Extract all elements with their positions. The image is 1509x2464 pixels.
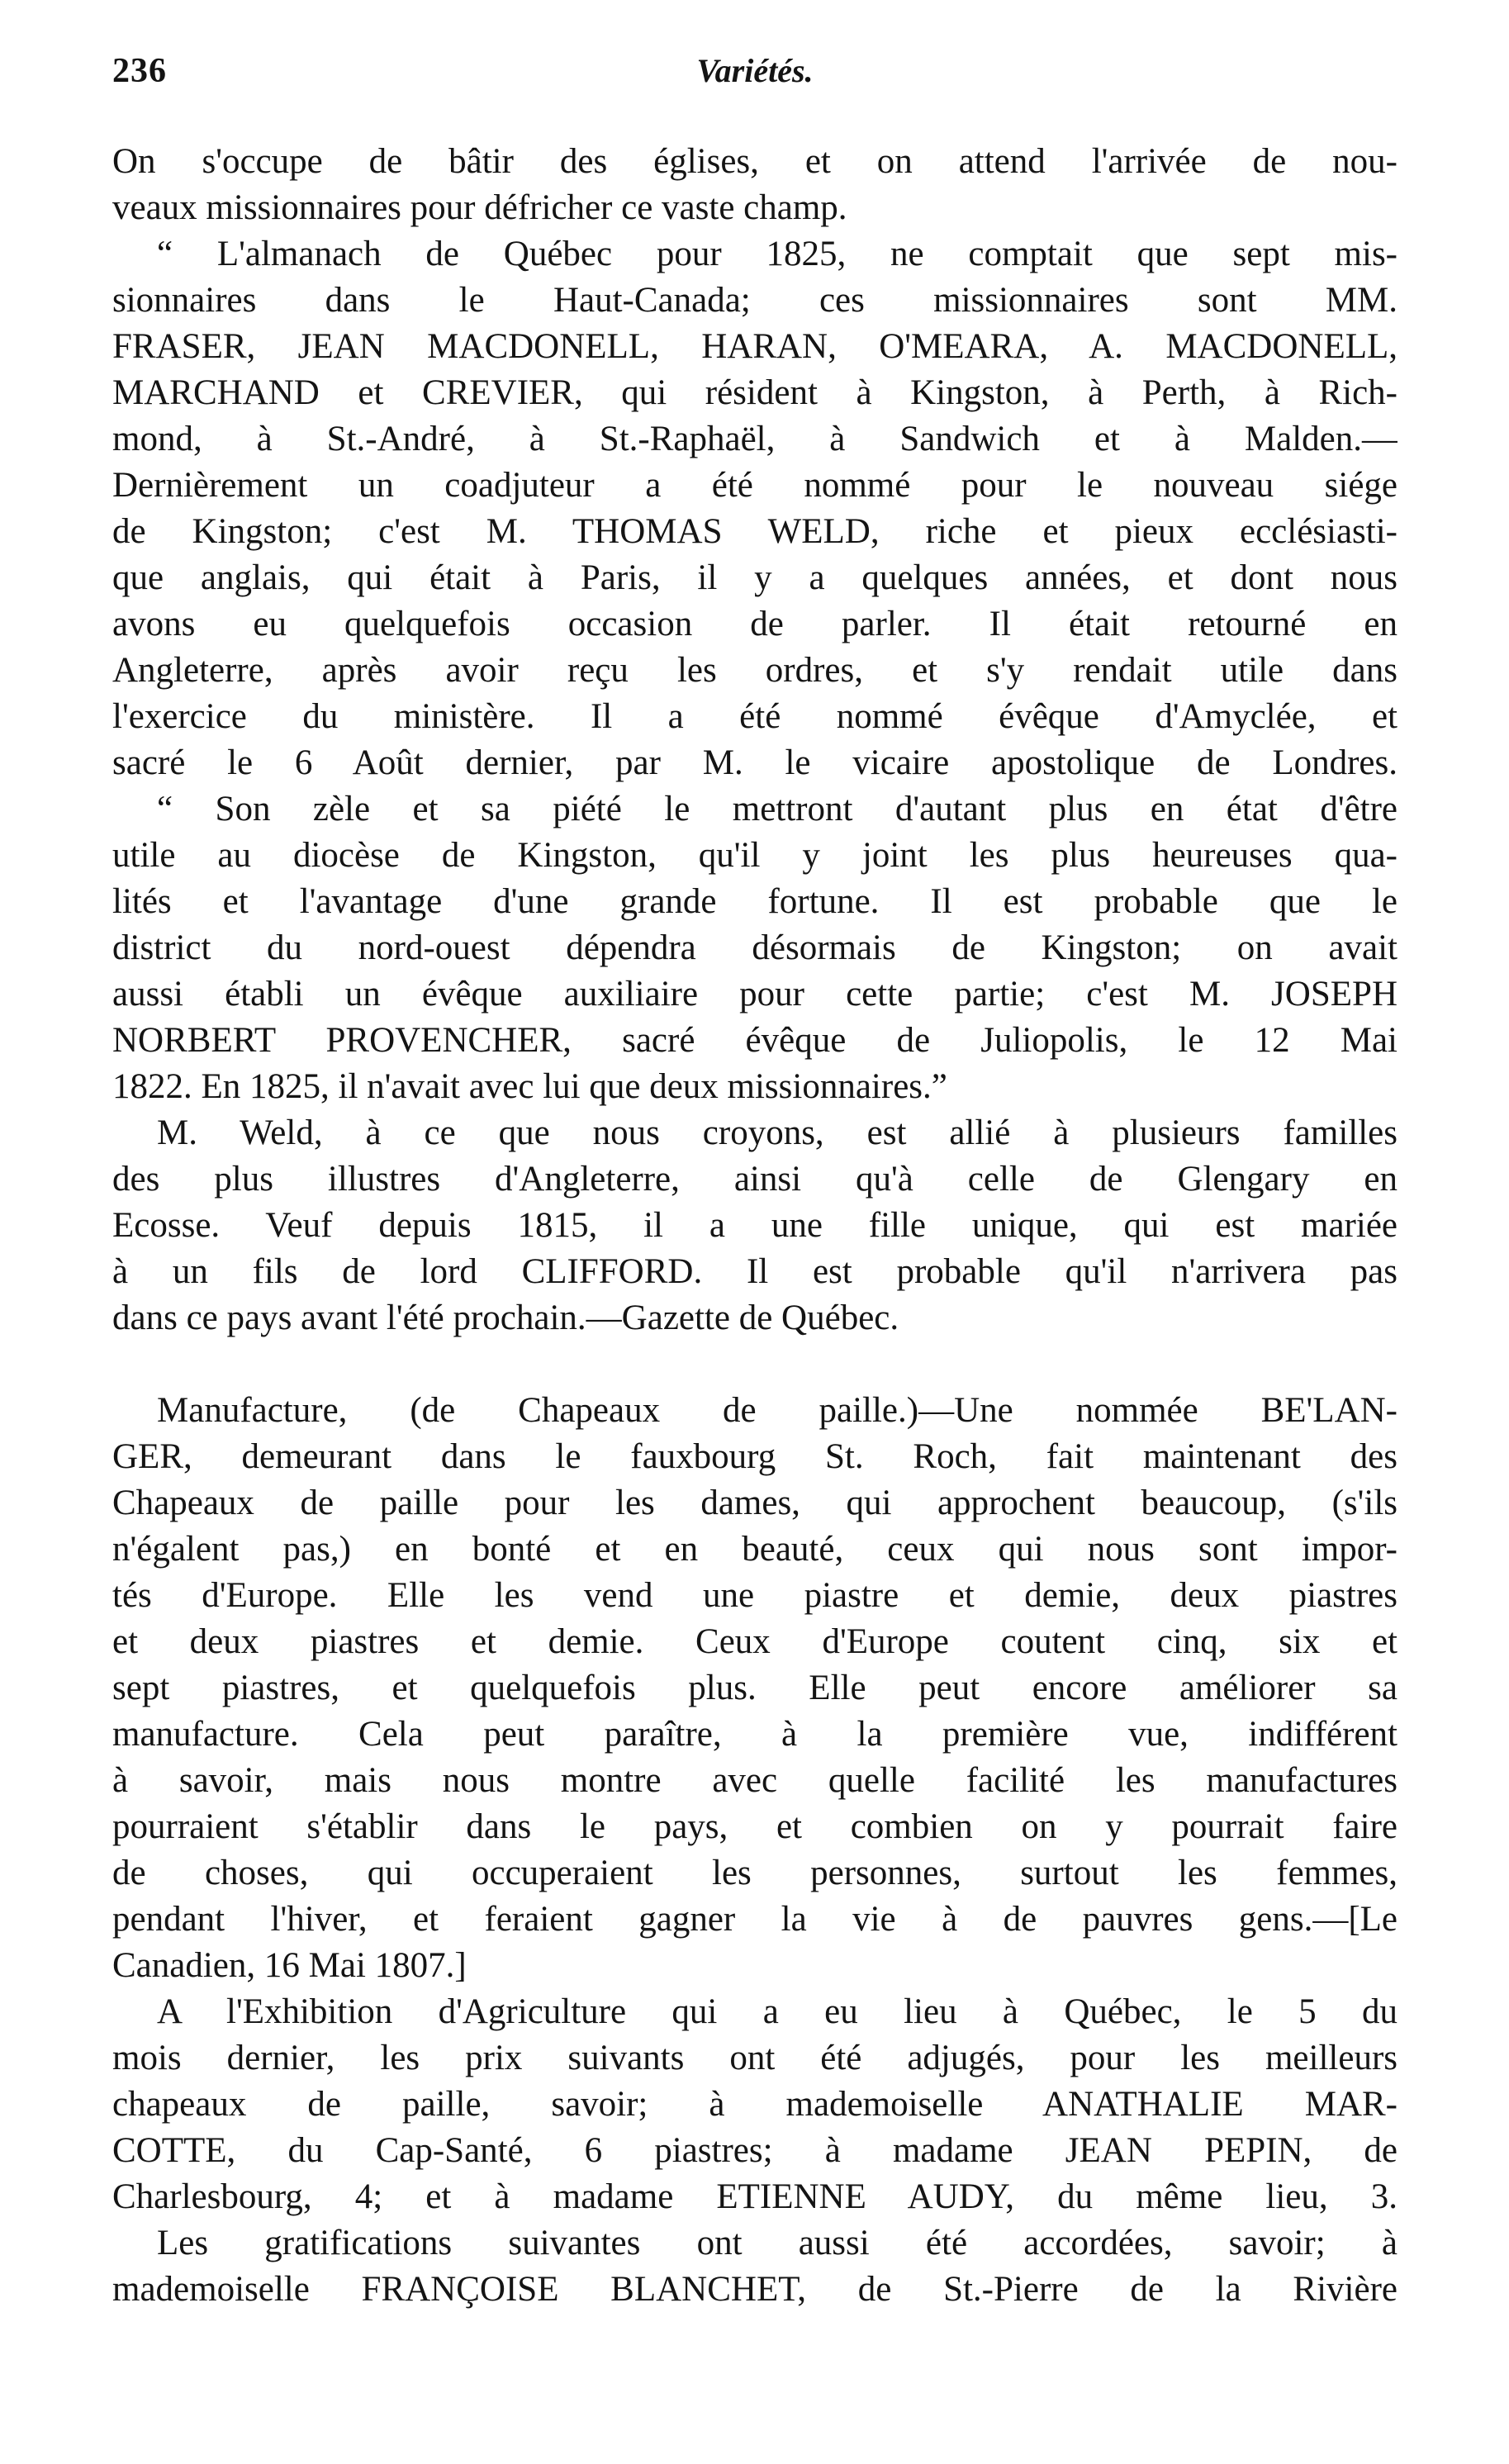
text-line: des plus illustres d'Angleterre, ainsi qu'à celle de Glengary en bbox=[112, 1160, 1397, 1199]
page-header bbox=[112, 51, 1397, 101]
text-line: Dernièrement un coadjuteur a été nommé pour le nouveau siége bbox=[112, 466, 1397, 505]
section-gap bbox=[112, 1341, 1397, 1388]
text-line: Ecosse. Veuf depuis 1815, il a une fille unique, qui est mariée bbox=[112, 1206, 1397, 1245]
text-line: “ L'almanach de Québec pour 1825, ne comptait que sept mis- bbox=[157, 235, 1397, 273]
text-line: mois dernier, les prix suivants ont été adjugés, pour les meilleurs bbox=[112, 2039, 1397, 2077]
text-line: mond, à St.-André, à St.-Raphaël, à Sandwich et à Malden.— bbox=[112, 420, 1397, 458]
body-text bbox=[112, 139, 1397, 2313]
text-line: tés d'Europe. Elle les vend une piastre et demie, deux piastres bbox=[112, 1576, 1397, 1615]
text-line: l'exercice du ministère. Il a été nommé évêque d'Amyclée, et bbox=[112, 697, 1397, 736]
text-line: Chapeaux de paille pour les dames, qui approchent beaucoup, (s'ils bbox=[112, 1484, 1397, 1522]
text-line: n'égalent pas,) en bonté et en beauté, ceux qui nous sont impor- bbox=[112, 1530, 1397, 1569]
text-line: de Kingston; c'est M. THOMAS WELD, riche et pieux ecclésiasti- bbox=[112, 512, 1397, 551]
text-line: et deux piastres et demie. Ceux d'Europe coutent cinq, six et bbox=[112, 1622, 1397, 1661]
text-line: 1822. En 1825, il n'avait avec lui que deux missionnaires.” bbox=[112, 1067, 947, 1106]
text-line: pendant l'hiver, et feraient gagner la vie à de pauvres gens.—[Le bbox=[112, 1900, 1397, 1939]
text-line: à savoir, mais nous montre avec quelle facilité les manufactures bbox=[112, 1761, 1397, 1800]
text-line: mademoiselle FRANÇOISE BLANCHET, de St.-Pierre de la Rivière bbox=[112, 2270, 1397, 2309]
text-line: COTTE, du Cap-Santé, 6 piastres; à madame JEAN PEPIN, de bbox=[112, 2131, 1397, 2170]
text-line: pourraient s'établir dans le pays, et combien on y pourrait faire bbox=[112, 1807, 1397, 1846]
page-number: 236 bbox=[112, 52, 167, 90]
text-line: que anglais, qui était à Paris, il y a quelques années, et dont nous bbox=[112, 558, 1397, 597]
text-line: Angleterre, après avoir reçu les ordres, et s'y rendait utile dans bbox=[112, 651, 1397, 690]
text-line: Les gratifications suivantes ont aussi été accordées, savoir; à bbox=[157, 2224, 1397, 2262]
text-line: sept piastres, et quelquefois plus. Elle peut encore améliorer sa bbox=[112, 1669, 1397, 1707]
text-line: M. Weld, à ce que nous croyons, est allié à plusieurs familles bbox=[157, 1113, 1397, 1152]
text-line: FRASER, JEAN MACDONELL, HARAN, O'MEARA, A. MACDONELL, bbox=[112, 327, 1397, 366]
text-line: On s'occupe de bâtir des églises, et on attend l'arrivée de nou- bbox=[112, 142, 1397, 181]
running-head: Variétés. bbox=[696, 52, 814, 89]
text-line: Charlesbourg, 4; et à madame ETIENNE AUDY, du même lieu, 3. bbox=[112, 2177, 1397, 2216]
text-line: veaux missionnaires pour défricher ce vaste champ. bbox=[112, 188, 847, 227]
text-line: sionnaires dans le Haut-Canada; ces missionnaires sont MM. bbox=[112, 281, 1397, 320]
text-line: de choses, qui occuperaient les personnes, surtout les femmes, bbox=[112, 1854, 1397, 1892]
text-line: A l'Exhibition d'Agriculture qui a eu lieu à Québec, le 5 du bbox=[157, 1992, 1397, 2031]
text-line: avons eu quelquefois occasion de parler. Il était retourné en bbox=[112, 605, 1397, 643]
text-line: aussi établi un évêque auxiliaire pour cette partie; c'est M. JOSEPH bbox=[112, 975, 1397, 1014]
text-line: lités et l'avantage d'une grande fortune. Il est probable que le bbox=[112, 882, 1397, 921]
text-line: Manufacture, (de Chapeaux de paille.)—Une nommée BE'LAN- bbox=[157, 1391, 1397, 1430]
text-line: district du nord-ouest dépendra désormais de Kingston; on avait bbox=[112, 928, 1397, 967]
text-line: manufacture. Cela peut paraître, à la première vue, indifférent bbox=[112, 1715, 1397, 1754]
text-line: chapeaux de paille, savoir; à mademoiselle ANATHALIE MAR- bbox=[112, 2085, 1397, 2124]
text-line: dans ce pays avant l'été prochain.—Gazette de Québec. bbox=[112, 1298, 899, 1337]
text-line: à un fils de lord CLIFFORD. Il est probable qu'il n'arrivera pas bbox=[112, 1252, 1397, 1291]
text-line: GER, demeurant dans le fauxbourg St. Roch, fait maintenant des bbox=[112, 1437, 1397, 1476]
text-line: sacré le 6 Août dernier, par M. le vicaire apostolique de Londres. bbox=[112, 743, 1397, 782]
text-line: “ Son zèle et sa piété le mettront d'autant plus en état d'être bbox=[157, 790, 1397, 828]
text-line: utile au diocèse de Kingston, qu'il y joint les plus heureuses qua- bbox=[112, 836, 1397, 875]
text-line: MARCHAND et CREVIER, qui résident à Kingston, à Perth, à Rich- bbox=[112, 373, 1397, 412]
text-line: NORBERT PROVENCHER, sacré évêque de Juliopolis, le 12 Mai bbox=[112, 1021, 1397, 1060]
text-line: Canadien, 16 Mai 1807.] bbox=[112, 1946, 467, 1985]
